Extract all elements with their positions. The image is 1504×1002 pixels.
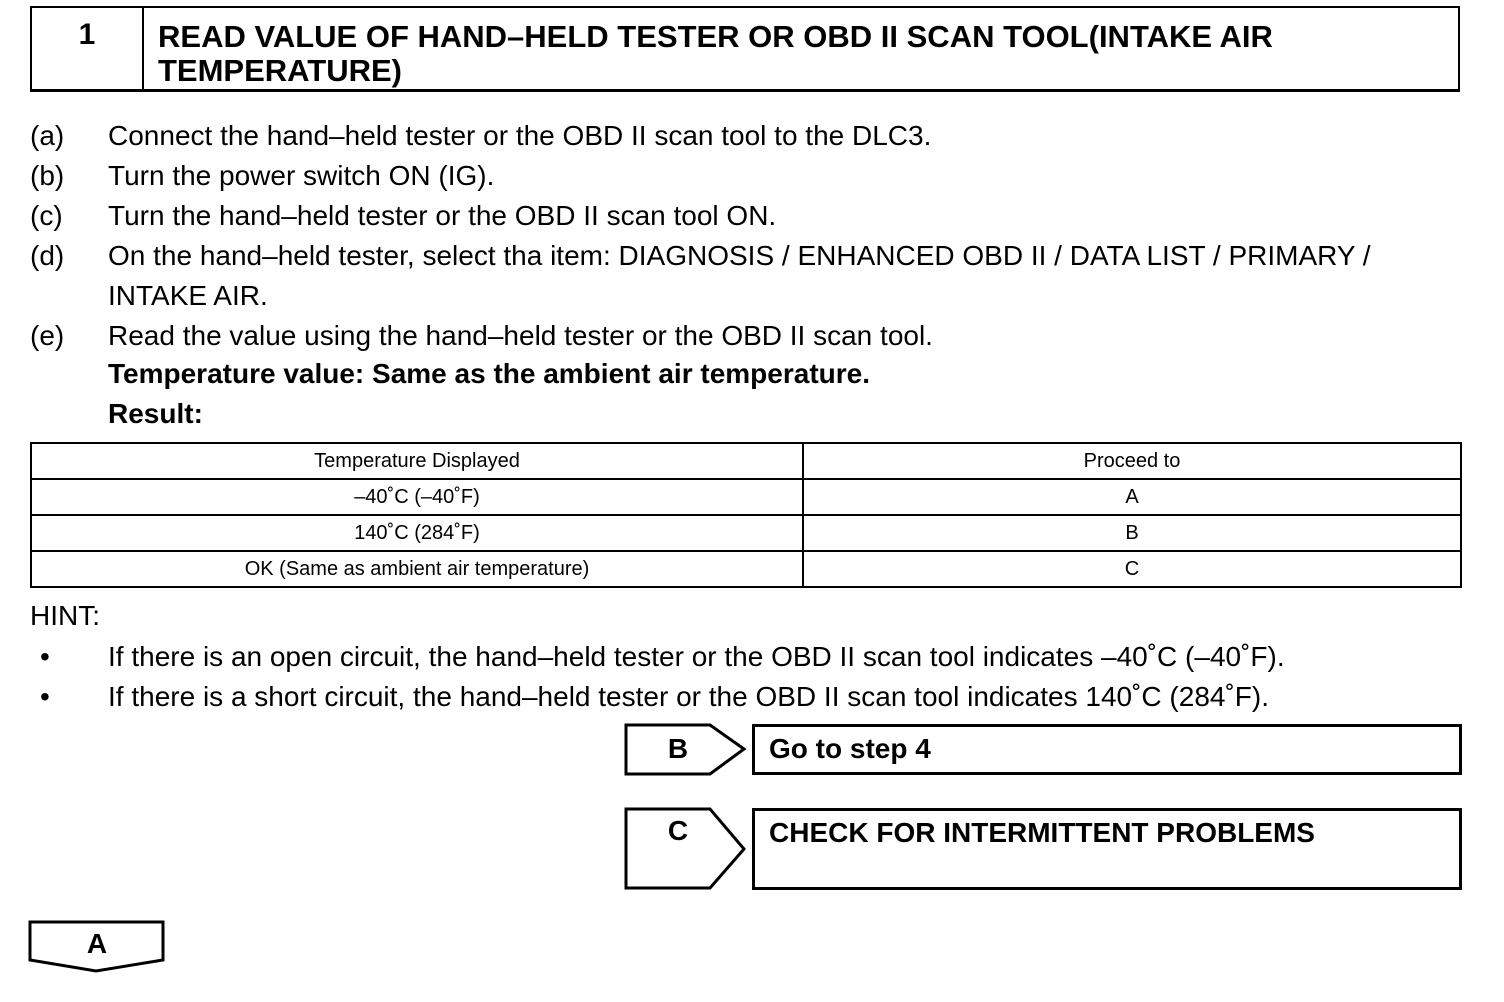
branch-letter-b: B (667, 733, 689, 764)
result-label: Result: (108, 398, 203, 429)
table-row (31, 479, 1461, 515)
step-number: 1 (32, 8, 144, 89)
branch-letter-c: C (667, 815, 689, 846)
table-cell: 140˚C (284˚F) (31, 515, 803, 551)
step-text: On the hand–held tester, select tha item: DIAGNOSIS / ENHANCED OBD II / DATA LIST / PRIMARY / INTAKE AIR. (108, 240, 1371, 311)
step-text: Read the value using the hand–held tester or the OBD II scan tool. (108, 320, 933, 351)
table-row (31, 551, 1461, 587)
step-header (30, 6, 1460, 92)
table-cell: OK (Same as ambient air temperature) (31, 551, 803, 587)
step-label: (c) (30, 200, 63, 231)
table-header: Proceed to (803, 443, 1461, 479)
hint-text: If there is an open circuit, the hand–held tester or the OBD II scan tool indicates –40˚C (–40˚F). (108, 641, 1285, 672)
bullet-icon: • (40, 641, 50, 672)
step-text: Connect the hand–held tester or the OBD II scan tool to the DLC3. (108, 120, 932, 151)
branch-action-text: Go to step 4 (769, 733, 931, 764)
step-label: (d) (30, 240, 65, 271)
hint-text: If there is a short circuit, the hand–held tester or the OBD II scan tool indicates 140˚C (284˚F). (108, 681, 1270, 712)
step-label: (a) (30, 120, 65, 151)
branch-action-text: CHECK FOR INTERMITTENT PROBLEMS (769, 817, 1315, 848)
table-cell: A (803, 479, 1461, 515)
table-cell: B (803, 515, 1461, 551)
branch-action-b[interactable] (752, 724, 1462, 775)
step-text: Turn the power switch ON (IG). (108, 160, 495, 191)
table-cell: C (803, 551, 1461, 587)
step-label: (e) (30, 320, 65, 351)
next-step-letter[interactable]: A (86, 928, 108, 959)
result-table (30, 442, 1462, 588)
bullet-icon: • (40, 681, 50, 712)
standard-value: Temperature value: Same as the ambient air temperature. (108, 358, 870, 389)
step-title: READ VALUE OF HAND–HELD TESTER OR OBD II SCAN TOOL(INTAKE AIR TEMPERATURE) (158, 19, 1273, 88)
table-header-row (31, 443, 1461, 479)
table-header: Temperature Displayed (31, 443, 803, 479)
branch-action-c[interactable] (752, 808, 1462, 890)
table-row (31, 515, 1461, 551)
step-text: Turn the hand–held tester or the OBD II scan tool ON. (108, 200, 777, 231)
step-label: (b) (30, 160, 65, 191)
table-cell: –40˚C (–40˚F) (31, 479, 803, 515)
hint-label: HINT: (30, 600, 100, 631)
